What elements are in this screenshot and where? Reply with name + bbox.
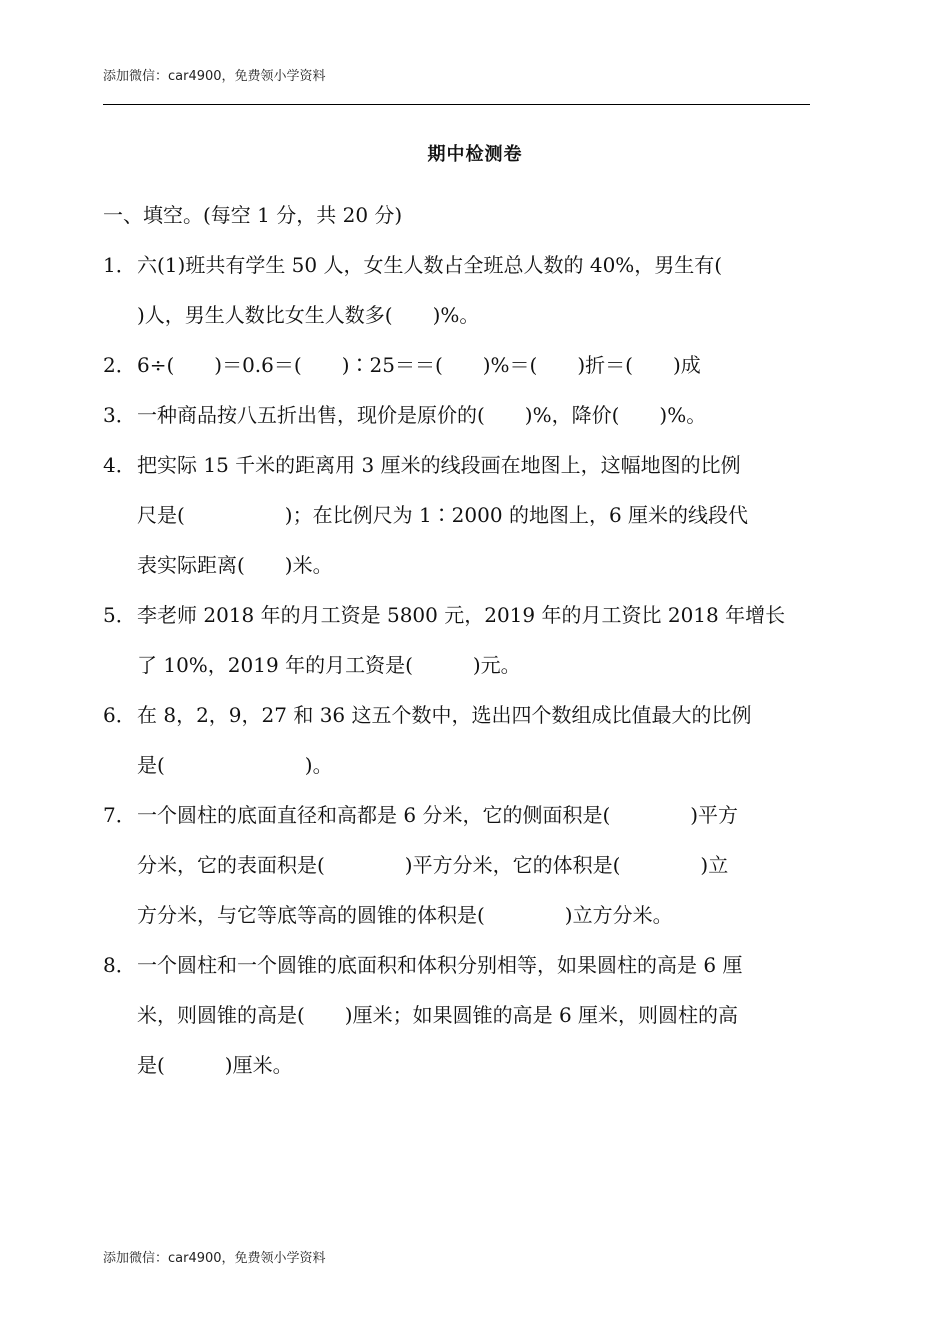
question-6 — [103, 700, 810, 800]
question-line — [103, 400, 810, 450]
question-number: 5． — [103, 603, 136, 627]
question-line — [103, 450, 810, 500]
question-number: 7． — [103, 803, 136, 827]
question-number: 2． — [103, 353, 136, 377]
question-line: 尺是( )；在比例尺为 1∶2000 的地图上，6 厘米的线段代 — [137, 503, 749, 527]
question-8 — [103, 950, 810, 1100]
question-line: 是( )厘米。 — [137, 1053, 293, 1077]
question-4 — [103, 450, 810, 600]
question-line: )人，男生人数比女生人数多( )%。 — [137, 303, 480, 327]
question-number: 3． — [103, 403, 136, 427]
question-line: 表实际距离( )米。 — [137, 553, 333, 577]
question-line — [103, 700, 810, 750]
question-7 — [103, 800, 810, 950]
question-number: 1． — [103, 253, 136, 277]
question-text: 把实际 15 千米的距离用 3 厘米的线段画在地图上，这幅地图的比例 — [137, 453, 741, 477]
question-text: 李老师 2018 年的月工资是 5800 元，2019 年的月工资比 2018 年增长 — [137, 603, 786, 627]
question-number: 8． — [103, 953, 136, 977]
question-line: 米，则圆锥的高是( )厘米；如果圆锥的高是 6 厘米，则圆柱的高 — [137, 1003, 739, 1027]
page-title: 期中检测卷 — [427, 144, 523, 165]
header-divider — [103, 104, 810, 105]
question-line — [103, 950, 810, 1000]
question-line — [103, 600, 810, 650]
question-2 — [103, 350, 810, 400]
question-number: 6． — [103, 703, 136, 727]
question-line: 是( )。 — [137, 753, 333, 777]
footer-watermark-note: 添加微信：car4900，免费领小学资料 — [103, 1251, 326, 1266]
question-5 — [103, 600, 810, 700]
question-text: 一个圆柱和一个圆锥的底面积和体积分别相等，如果圆柱的高是 6 厘 — [137, 953, 743, 977]
question-text: 六(1)班共有学生 50 人，女生人数占全班总人数的 40%，男生有( — [137, 253, 723, 277]
question-line — [103, 350, 810, 400]
question-line — [103, 250, 810, 300]
question-text: 6÷( )＝0.6＝( )∶25＝＝( )%＝( )折＝( )成 — [137, 353, 701, 377]
question-3 — [103, 400, 810, 450]
question-line: 分米，它的表面积是( )平方分米，它的体积是( )立 — [137, 853, 729, 877]
question-line — [103, 800, 810, 850]
header-watermark-note: 添加微信：car4900，免费领小学资料 — [103, 69, 326, 84]
question-text: 一种商品按八五折出售，现价是原价的( )%，降价( )%。 — [137, 403, 707, 427]
section-heading-fill-in: 一、填空。(每空 1 分，共 20 分) — [103, 203, 403, 227]
question-number: 4． — [103, 453, 136, 477]
question-line: 了 10%，2019 年的月工资是( )元。 — [137, 653, 521, 677]
question-text: 一个圆柱的底面直径和高都是 6 分米，它的侧面积是( )平方 — [137, 803, 739, 827]
question-1 — [103, 250, 810, 350]
question-text: 在 8，2，9，27 和 36 这五个数中，选出四个数组成比值最大的比例 — [137, 703, 752, 727]
question-line: 方分米，与它等底等高的圆锥的体积是( )立方分米。 — [137, 903, 673, 927]
